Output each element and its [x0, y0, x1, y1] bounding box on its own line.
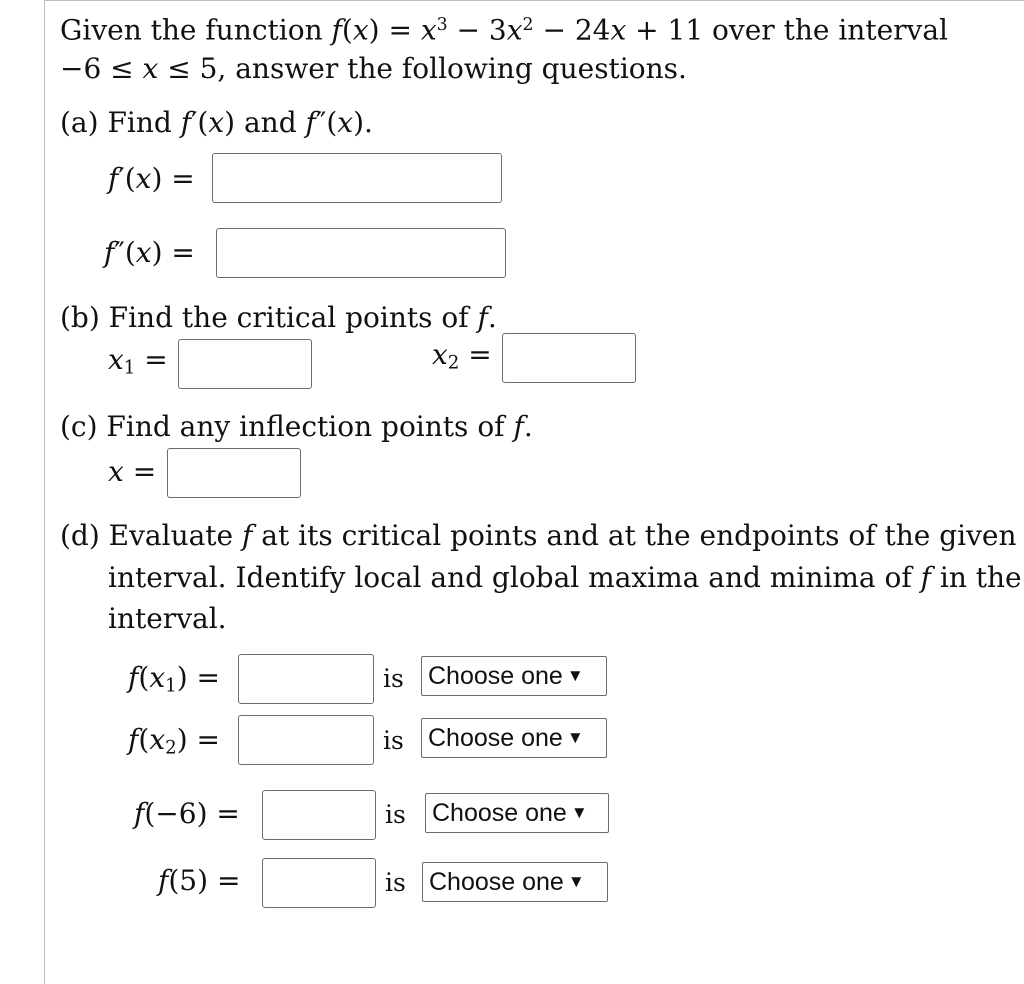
is-label: is [385, 868, 406, 897]
f-prime-input[interactable] [212, 153, 502, 203]
part-c-heading: (c) Find any inflection points of f. [60, 410, 533, 443]
classification-select[interactable] [421, 656, 607, 696]
triangle-down-icon: ▼ [567, 872, 585, 891]
part-b-heading: (b) Find the critical points of f. [60, 301, 497, 334]
triangle-down-icon: ▼ [566, 666, 584, 685]
x1-label: x1 = [108, 343, 168, 379]
inflection-point-input[interactable] [167, 448, 301, 498]
triangle-down-icon: ▼ [566, 728, 584, 747]
f-x1-label: f(x1) = [128, 661, 220, 697]
select-value: Choose one [429, 867, 564, 896]
triangle-down-icon: ▼ [570, 803, 588, 822]
x2-label: x2 = [432, 338, 492, 374]
f-x2-label: f(x2) = [128, 723, 220, 759]
classification-select[interactable] [421, 718, 607, 758]
f-double-prime-label: f″(x) = [104, 236, 195, 269]
is-label: is [385, 800, 406, 829]
select-value: Choose one [432, 798, 567, 827]
part-d-line-1: (d) Evaluate f at its critical points and at the endpoints of the given [60, 519, 1017, 552]
classification-select[interactable] [425, 793, 609, 833]
intro-line-1: Given the function $f(x) = x^3 - 3x^2 - 24x + 11$ over the interval [60, 13, 949, 47]
f-5-label: f(5) = [158, 864, 241, 897]
classification-select[interactable] [422, 862, 608, 902]
f-x1-input[interactable] [238, 654, 374, 704]
f-double-prime-input[interactable] [216, 228, 506, 278]
f-prime-label: f′(x) = [108, 162, 195, 195]
is-label: is [383, 664, 404, 693]
f-neg6-input[interactable] [262, 790, 376, 840]
inflection-x-label: x = [108, 455, 157, 488]
select-value: Choose one [428, 661, 563, 690]
is-label: is [383, 726, 404, 755]
f-5-input[interactable] [262, 858, 376, 908]
intro-line-2: −6 ≤ x ≤ 5, answer the following questions. [60, 52, 687, 85]
f-neg6-label: f(−6) = [134, 797, 240, 830]
critical-point-x2-input[interactable] [502, 333, 636, 383]
part-a-heading: (a) Find f′(x) and f″(x). [60, 106, 373, 139]
select-value: Choose one [428, 723, 563, 752]
f-x2-input[interactable] [238, 715, 374, 765]
part-d-line-3: interval. [108, 602, 227, 635]
part-d-line-2: interval. Identify local and global maxima and minima of f in the [108, 561, 1022, 594]
critical-point-x1-input[interactable] [178, 339, 312, 389]
